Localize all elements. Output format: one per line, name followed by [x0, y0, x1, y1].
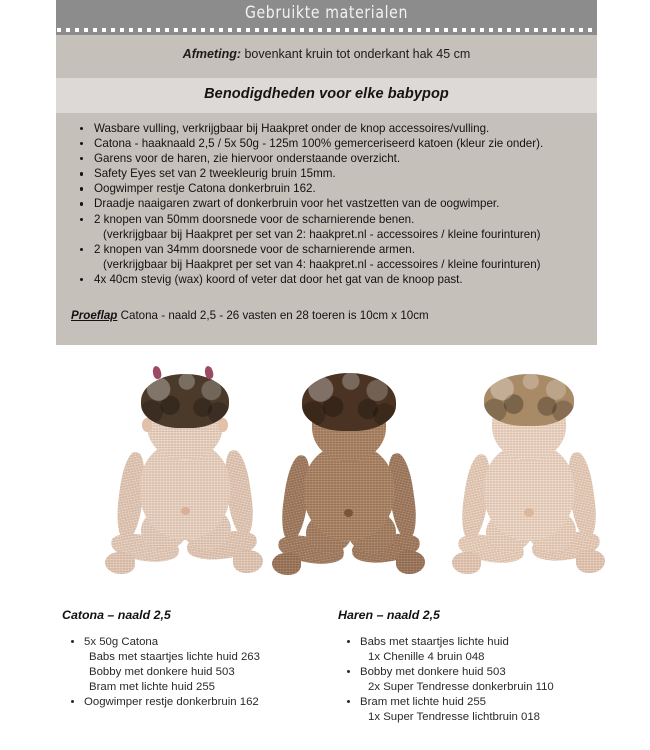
doll-bram-navel: [524, 508, 534, 517]
bullet-dot-icon: [347, 640, 350, 643]
bullet-dot-icon: [80, 142, 83, 145]
catona-item: [62, 695, 352, 709]
gauge-line: [71, 309, 429, 322]
doll-bobby-hair: [302, 373, 396, 431]
bullet-dot-icon: [80, 187, 83, 190]
size-line: [56, 47, 597, 61]
doll-babs-hair: [141, 374, 229, 428]
bullet-dot-icon: [80, 127, 83, 130]
catona-item-text: Oogwimper restje donkerbruin 162: [84, 695, 259, 708]
gauge-value: Catona - naald 2,5 - 26 vasten en 28 toeren is 10cm x 10cm: [120, 309, 429, 322]
bullet-dot-icon: [80, 172, 83, 175]
bullet-dot-icon: [80, 278, 83, 281]
material-item: [75, 197, 590, 212]
catona-item-subtext: Bobby met donkere huid 503: [89, 665, 235, 678]
catona-item: [62, 635, 352, 649]
doll-babs-bow-left: [152, 365, 163, 379]
material-item: [75, 182, 590, 197]
bullet-dot-icon: [80, 202, 83, 205]
section-title-wrap: [56, 78, 597, 113]
material-item-subtext: (verkrijgbaar bij Haakpret per set van 4: haakpret.nl - accessoires / kleine fourinturen): [103, 257, 541, 271]
haren-item-subtext: 1x Chenille 4 bruin 048: [368, 650, 485, 663]
column-haren: [338, 608, 638, 724]
size-value: bovenkant kruin tot onderkant hak 45 cm: [244, 47, 471, 61]
size-band: [56, 35, 597, 78]
bullet-dot-icon: [80, 218, 83, 221]
bullet-dot-icon: [347, 670, 350, 673]
column-haren-heading: Haren – naald 2,5: [338, 608, 440, 622]
catona-item-subtext: Bram met lichte huid 255: [89, 680, 215, 693]
material-item-text: Catona - haaknaald 2,5 / 5x 50g - 125m 100% gemerceriseerd katoen (kleur zie onder).: [94, 137, 544, 151]
haren-item-subtext: 1x Super Tendresse lichtbruin 018: [368, 710, 541, 723]
material-item-text: 2 knopen van 50mm doorsnede voor de scharnierende benen.: [94, 212, 415, 226]
doll-bobby-foot-left: [272, 553, 301, 575]
page-title: Gebruikte materialen: [244, 3, 409, 23]
haren-item-subtext: 2x Super Tendresse donkerbruin 110: [368, 680, 554, 693]
materials-list: [75, 122, 590, 288]
bullet-dot-icon: [71, 640, 74, 643]
material-item-text: 4x 40cm stevig (wax) koord of veter dat door het gat van de knoop past.: [94, 272, 463, 286]
material-item: [75, 152, 590, 167]
material-item-subtext: (verkrijgbaar bij Haakpret per set van 2: haakpret.nl - accessoires / kleine fourinturen): [103, 227, 541, 241]
haren-item: [338, 695, 638, 709]
material-item: [75, 137, 590, 152]
bullet-dot-icon: [80, 157, 83, 160]
bullet-dot-icon: [71, 700, 74, 703]
material-item-text: Oogwimper restje Catona donkerbruin 162.: [94, 182, 316, 196]
header-band: [56, 0, 597, 26]
haren-item: [338, 635, 638, 649]
dotted-divider-dots: [57, 28, 597, 32]
doll-babs-navel: [181, 507, 190, 515]
column-catona-heading: Catona – naald 2,5: [62, 608, 171, 622]
material-item: [75, 167, 590, 182]
dolls-photo: [0, 348, 650, 613]
column-haren-list: [338, 635, 638, 724]
catona-item-subtext: Babs met staartjes lichte huid 263: [89, 650, 260, 663]
doll-babs-foot-left: [105, 552, 135, 574]
material-item-text: Wasbare vulling, verkrijgbaar bij Haakpret onder de knop accessoires/vulling.: [94, 122, 490, 135]
dotted-divider: [56, 26, 597, 35]
haren-item-text: Bram met lichte huid 255: [360, 695, 486, 708]
doll-bram-hair: [484, 374, 574, 426]
yarn-overview: [0, 608, 650, 750]
haren-item-text: Babs met staartjes lichte huid: [360, 636, 509, 648]
material-item: [75, 122, 590, 137]
material-item: [75, 213, 590, 228]
material-item: [75, 243, 590, 258]
doll-babs: [105, 360, 265, 605]
doll-babs-ear-right: [218, 418, 228, 432]
doll-bram: [450, 362, 608, 605]
material-item-text: Draadje naaigaren zwart of donkerbruin voor het vastzetten van de oogwimper.: [94, 197, 500, 211]
haren-item-text: Bobby met donkere huid 503: [360, 665, 506, 678]
section-title: Benodigdheden voor elke babypop: [204, 86, 449, 102]
material-item-text: 2 knopen van 34mm doorsnede voor de scharnierende armen.: [94, 242, 415, 256]
catona-item-text: 5x 50g Catona: [84, 636, 159, 648]
bullet-dot-icon: [347, 700, 350, 703]
size-label: Afmeting:: [182, 47, 241, 61]
material-item-text: Garens voor de haren, zie hiervoor onderstaande overzicht.: [94, 152, 401, 166]
column-catona-list: [62, 635, 352, 709]
material-item: [75, 273, 590, 288]
doll-bobby-foot-right: [396, 551, 425, 574]
doll-bobby-navel: [344, 509, 353, 517]
column-catona: [62, 608, 352, 710]
doll-bobby: [270, 365, 428, 605]
material-item-text: Safety Eyes set van 2 tweekleurig bruin 15mm.: [94, 167, 336, 181]
haren-item: [338, 665, 638, 679]
gauge-label: Proeflap: [71, 309, 118, 322]
doll-bram-foot-right: [576, 550, 605, 573]
bullet-dot-icon: [80, 248, 83, 251]
doll-bram-foot-left: [452, 552, 481, 574]
doll-babs-foot-right: [233, 550, 263, 573]
